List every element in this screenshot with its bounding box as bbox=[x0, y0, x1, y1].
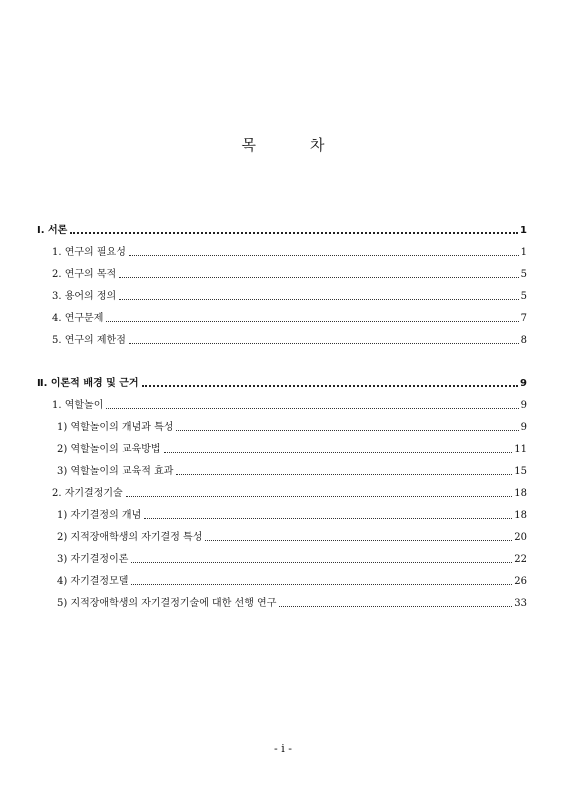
toc-leader bbox=[106, 321, 518, 322]
toc-entry-2-1-3[interactable] bbox=[57, 464, 527, 478]
toc-page-number: 9 bbox=[520, 422, 527, 433]
toc-page-number: 1 bbox=[520, 225, 527, 236]
toc-entry-2-2-2[interactable] bbox=[57, 530, 527, 544]
toc-entry-2-2-3[interactable] bbox=[57, 552, 527, 566]
toc-label: Ⅱ. 이론적 배경 및 근거 bbox=[37, 378, 139, 389]
toc-leader bbox=[205, 540, 512, 541]
toc-label: 4) 자기결정모델 bbox=[57, 576, 129, 587]
toc-entry-2-1-1[interactable] bbox=[57, 420, 527, 434]
toc-entry-1-2[interactable] bbox=[52, 267, 527, 281]
toc-page-number: 9 bbox=[520, 378, 527, 389]
toc-page-number: 15 bbox=[514, 466, 527, 477]
toc-leader bbox=[129, 343, 519, 344]
toc-entry-2-1-2[interactable] bbox=[57, 442, 527, 456]
toc-page-number: 11 bbox=[514, 444, 527, 455]
toc-page-number: 33 bbox=[514, 598, 527, 609]
toc-leader bbox=[279, 606, 512, 607]
toc-label: 2. 연구의 목적 bbox=[52, 269, 117, 280]
toc-leader bbox=[142, 385, 518, 387]
toc-leader bbox=[119, 299, 518, 300]
title-char-right: 차 bbox=[310, 136, 325, 154]
toc-page-number: 20 bbox=[514, 532, 527, 543]
toc-page-number: 9 bbox=[520, 400, 527, 411]
toc-leader bbox=[106, 408, 518, 409]
toc-entry-1-1[interactable] bbox=[52, 245, 527, 259]
toc-leader bbox=[131, 584, 512, 585]
toc-entry-2-2-1[interactable] bbox=[57, 508, 527, 522]
toc-label: 1) 자기결정의 개념 bbox=[57, 510, 142, 521]
toc-entry-2-2[interactable] bbox=[52, 486, 527, 500]
toc-label: 2) 역할놀이의 교육방법 bbox=[57, 444, 161, 455]
toc-entry-1-3[interactable] bbox=[52, 289, 527, 303]
toc-entry-2-2-4[interactable] bbox=[57, 574, 527, 588]
toc-leader bbox=[129, 255, 519, 256]
toc-label: 3. 용어의 정의 bbox=[52, 291, 117, 302]
toc-leader bbox=[70, 232, 518, 234]
toc-page-number: 18 bbox=[514, 510, 527, 521]
toc-leader bbox=[176, 430, 518, 431]
toc-page-number: 5 bbox=[520, 291, 527, 302]
toc-section-1[interactable] bbox=[37, 223, 527, 237]
toc-page-number: 5 bbox=[520, 269, 527, 280]
toc-section-2[interactable] bbox=[37, 376, 527, 390]
page-footer-number: - i - bbox=[274, 742, 292, 755]
toc-label: 1) 역할놀이의 개념과 특성 bbox=[57, 422, 174, 433]
page-title bbox=[0, 134, 566, 155]
toc-entry-2-2-5[interactable] bbox=[57, 596, 527, 610]
toc-leader bbox=[126, 496, 513, 497]
toc-entry-1-5[interactable] bbox=[52, 333, 527, 347]
toc-leader bbox=[144, 518, 512, 519]
toc-entry-2-1[interactable] bbox=[52, 398, 527, 412]
toc-label: 5. 연구의 제한점 bbox=[52, 335, 126, 346]
toc-page-number: 18 bbox=[514, 488, 527, 499]
toc-label: Ⅰ. 서론 bbox=[37, 225, 68, 236]
toc-label: 1. 역할놀이 bbox=[52, 400, 104, 411]
toc-label: 3) 역할놀이의 교육적 효과 bbox=[57, 466, 174, 477]
toc-label: 5) 지적장애학생의 자기결정기술에 대한 선행 연구 bbox=[57, 598, 277, 609]
toc-label: 3) 자기결정이론 bbox=[57, 554, 129, 565]
toc-page-number: 8 bbox=[520, 335, 527, 346]
toc-label: 4. 연구문제 bbox=[52, 313, 104, 324]
toc-page-number: 1 bbox=[520, 247, 527, 258]
title-char-left: 목 bbox=[241, 136, 256, 154]
toc-label: 2. 자기결정기술 bbox=[52, 488, 123, 499]
toc-label: 1. 연구의 필요성 bbox=[52, 247, 126, 258]
toc-page-number: 26 bbox=[514, 576, 527, 587]
toc-leader bbox=[131, 562, 512, 563]
toc-page-number: 22 bbox=[514, 554, 527, 565]
toc-leader bbox=[176, 474, 512, 475]
toc-leader bbox=[119, 277, 518, 278]
toc-leader bbox=[164, 452, 513, 453]
toc-page-number: 7 bbox=[520, 313, 527, 324]
toc-label: 2) 지적장애학생의 자기결정 특성 bbox=[57, 532, 203, 543]
toc-entry-1-4[interactable] bbox=[52, 311, 527, 325]
